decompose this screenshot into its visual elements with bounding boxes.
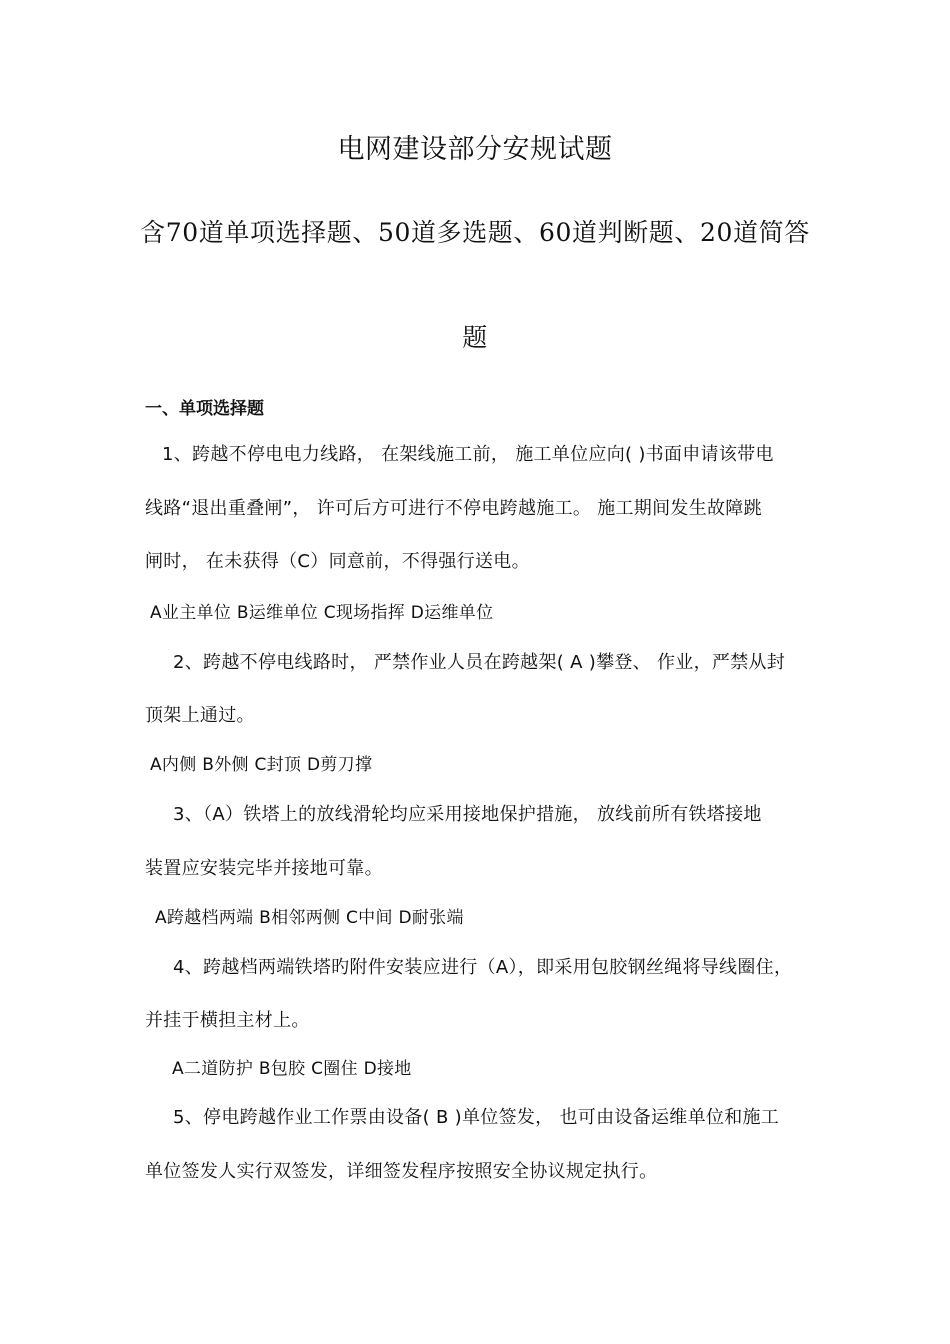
section-heading-single-choice: 一、单项选择题 bbox=[145, 399, 264, 419]
question-5-line-2: 单位签发人实行双签发，详细签发程序按照安全协议规定执行。 bbox=[145, 1161, 658, 1182]
document-subtitle-line1: 含70道单项选择题、50道多选题、60道判断题、20道简答 bbox=[140, 218, 810, 247]
question-2-line-1: 2、跨越不停电线路时， 严禁作业人员在跨越架( A )攀登、 作业，严禁从封 bbox=[173, 652, 786, 673]
question-3-line-1: 3、（A）铁塔上的放线滑轮均应采用接地保护措施， 放线前所有铁塔接地 bbox=[173, 804, 762, 825]
question-2-options: A内侧 B外侧 C封顶 D剪刀撑 bbox=[150, 755, 373, 775]
document-subtitle-line2: 题 bbox=[462, 323, 488, 352]
question-1-line-2: 线路“退出重叠闸”， 许可后方可进行不停电跨越施工。 施工期间发生故障跳 bbox=[145, 498, 762, 519]
question-4-options: A二道防护 B包胶 C圈住 D接地 bbox=[172, 1059, 412, 1079]
question-3-options: A跨越档两端 B相邻两侧 C中间 D耐张端 bbox=[155, 908, 464, 928]
question-1-line-1: 1、跨越不停电电力线路， 在架线施工前， 施工单位应向( )书面申请该带电 bbox=[162, 444, 774, 465]
question-3-line-2: 装置应安装完毕并接地可靠。 bbox=[145, 858, 383, 879]
question-4-line-1: 4、跨越档两端铁塔旳附件安装应进行（A），即采用包胶钢丝绳将导线圈住， bbox=[173, 957, 793, 978]
document-title: 电网建设部分安规试题 bbox=[337, 134, 613, 165]
question-4-line-2: 并挂于横担主材上。 bbox=[145, 1010, 310, 1031]
question-2-line-2: 顶架上通过。 bbox=[145, 705, 255, 726]
question-1-line-3: 闸时， 在未获得（C）同意前，不得强行送电。 bbox=[145, 551, 530, 572]
question-5-line-1: 5、停电跨越作业工作票由设备( B )单位签发， 也可由设备运维单位和施工 bbox=[173, 1107, 780, 1128]
question-1-options: A业主单位 B运维单位 C现场指挥 D运维单位 bbox=[150, 603, 494, 623]
